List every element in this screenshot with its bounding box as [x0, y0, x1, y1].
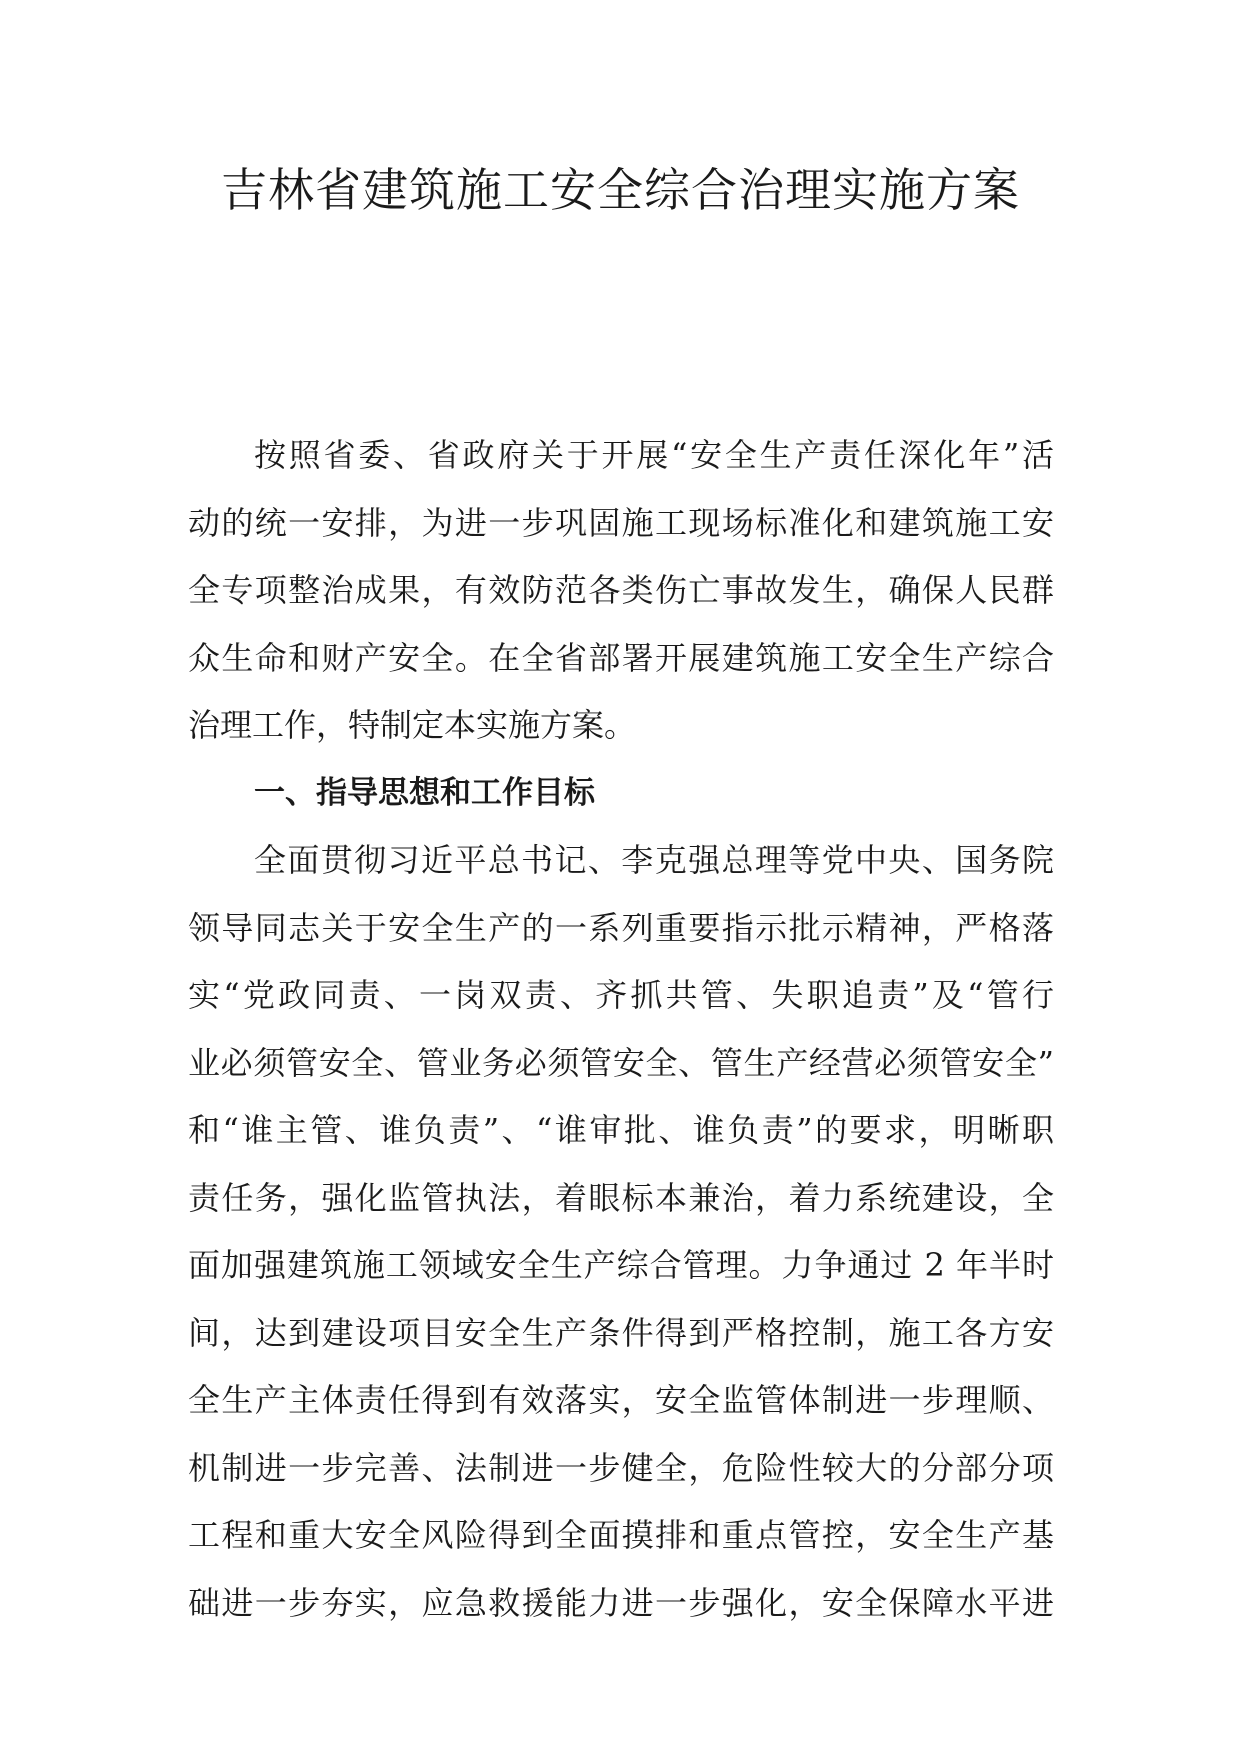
- paragraph-2-line-9: 全生产主体责任得到有效落实，安全监管体制进一步理顺、: [188, 1381, 1054, 1419]
- paragraph-2-line-2: 领导同志关于安全生产的一系列重要指示批示精神，严格落: [188, 908, 1054, 947]
- paragraph-1-line-2: 动的统一安排，为进一步巩固施工现场标准化和建筑施工安: [188, 503, 1054, 542]
- paragraph-1-line-5: 治理工作，特制定本实施方案。: [188, 706, 637, 744]
- paragraph-2-line-10: 机制进一步完善、法制进一步健全，危险性较大的分部分项: [188, 1448, 1054, 1487]
- paragraph-2-line-11: 工程和重大安全风险得到全面摸排和重点管控，安全生产基: [188, 1516, 1054, 1554]
- paragraph-2-line-1: 全面贯彻习近平总书记、李克强总理等党中央、国务院: [254, 841, 1054, 879]
- paragraph-2-line-8: 间，达到建设项目安全生产条件得到严格控制，施工各方安: [188, 1313, 1054, 1352]
- section-heading-1: 一、指导思想和工作目标: [254, 774, 595, 811]
- paragraph-2-line-12: 础进一步夯实，应急救援能力进一步强化，安全保障水平进: [188, 1583, 1054, 1622]
- paragraph-2-line-4: 业必须管安全、管业务必须管安全、管生产经营必须管安全”: [188, 1043, 1054, 1082]
- paragraph-2-line-7: 面加强建筑施工领域安全生产综合管理。力争通过 2 年半时: [188, 1246, 1054, 1284]
- paragraph-1-line-3: 全专项整治成果，有效防范各类伤亡事故发生，确保人民群: [188, 571, 1054, 609]
- paragraph-2-line-3: 实“党政同责、一岗双责、齐抓共管、失职追责”及“管行: [188, 976, 1054, 1014]
- document-body: [188, 422, 1054, 1637]
- paragraph-1-line-1: 按照省委、省政府关于开展“安全生产责任深化年”活: [254, 436, 1054, 474]
- paragraph-2-line-6: 责任务，强化监管执法，着眼标本兼治，着力系统建设，全: [188, 1178, 1054, 1217]
- document-title: 吉林省建筑施工安全综合治理实施方案: [221, 163, 1020, 217]
- paragraph-1-line-4: 众生命和财产安全。在全省部署开展建筑施工安全生产综合: [188, 638, 1054, 677]
- paragraph-2-line-5: 和“谁主管、谁负责”、“谁审批、谁负责”的要求，明晰职: [188, 1111, 1054, 1149]
